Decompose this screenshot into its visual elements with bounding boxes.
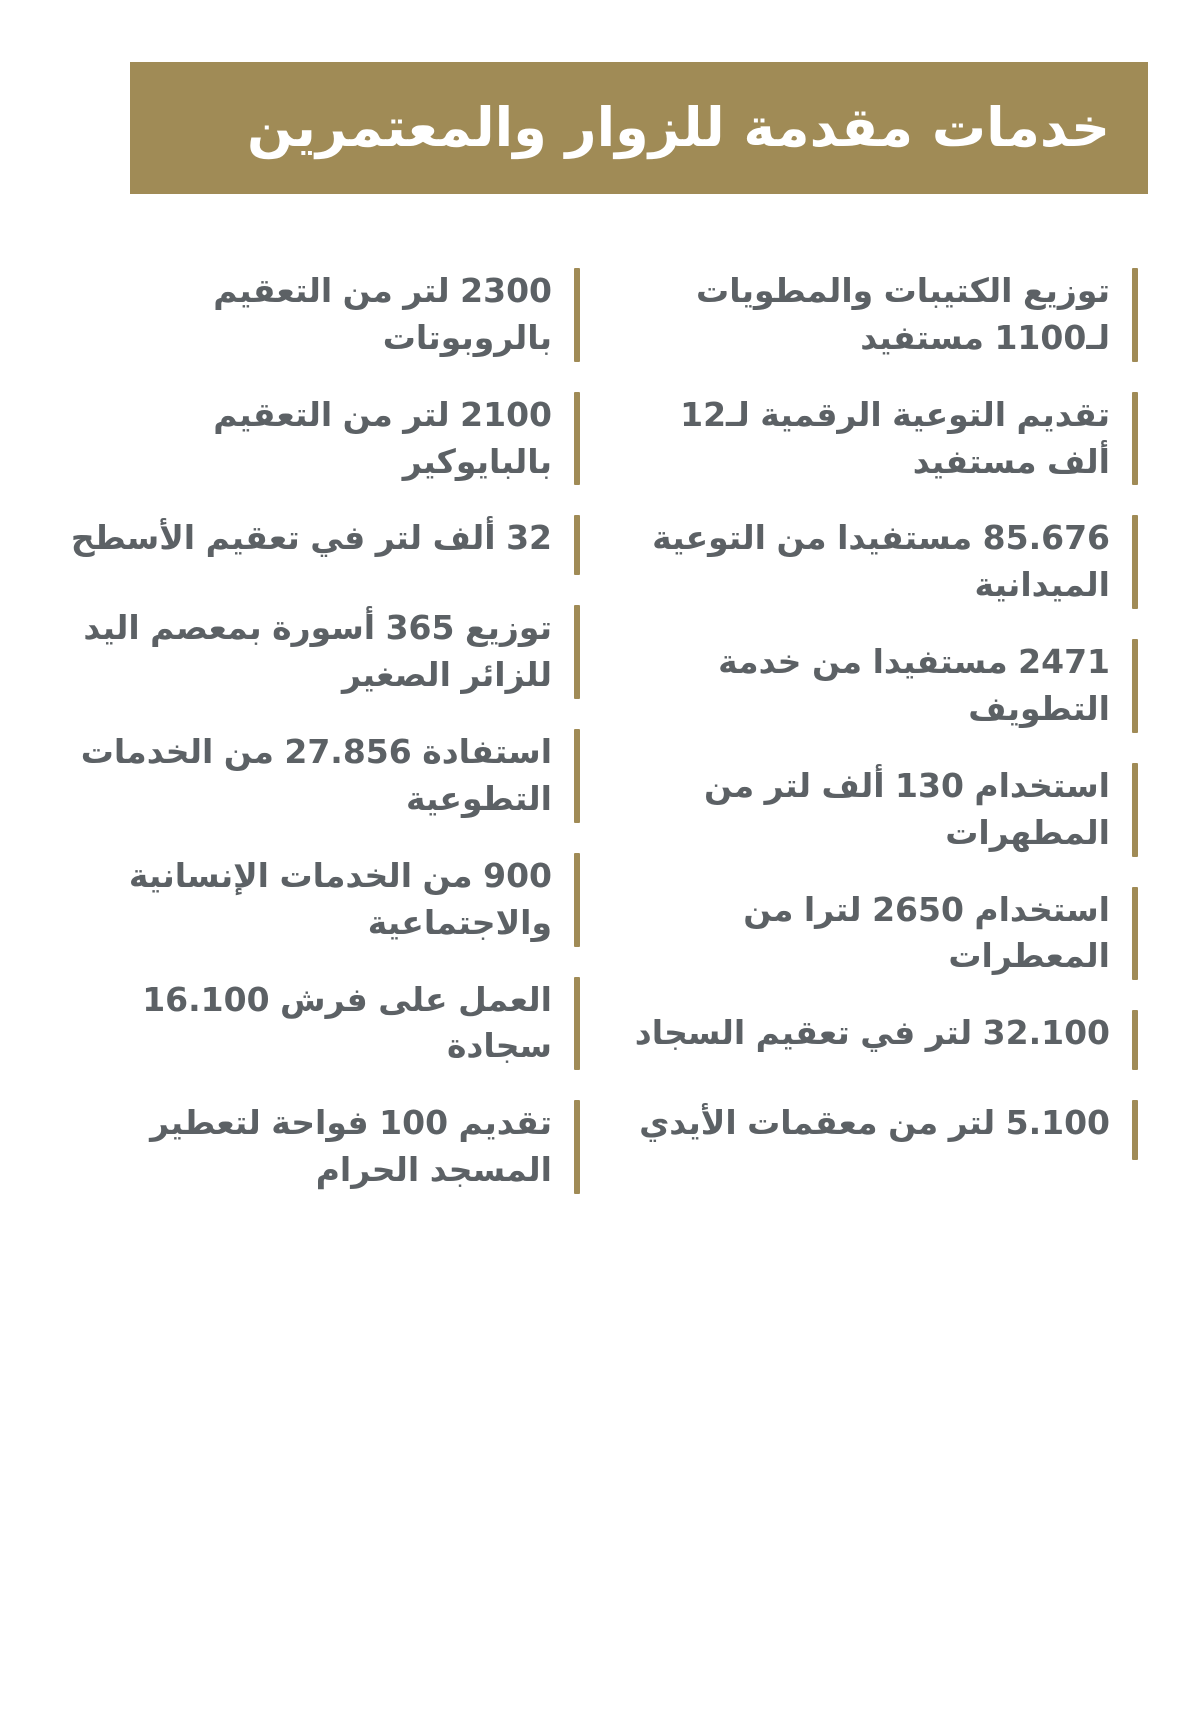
- list-item-label: استخدام 2650 لترا من المعطرات: [743, 889, 1110, 976]
- bullet-marker-icon: [1132, 763, 1138, 857]
- list-item: [62, 605, 580, 699]
- bullet-marker-icon: [574, 1100, 580, 1194]
- page-title: خدمات مقدمة للزوار والمعتمرين: [247, 96, 1110, 160]
- list-item-label: توزيع الكتيبات والمطويات لـ1100 مستفيد: [696, 271, 1110, 357]
- list-item-label: استخدام 130 ألف لتر من المطهرات: [704, 765, 1110, 852]
- list-item-label: العمل على فرش 16.100 سجادة: [142, 979, 552, 1066]
- list-item: [620, 887, 1138, 981]
- list-item-label: 32.100 لتر في تعقيم السجاد: [634, 1013, 1110, 1053]
- bullet-marker-icon: [574, 268, 580, 362]
- list-item: [62, 1100, 580, 1194]
- bullet-marker-icon: [1132, 268, 1138, 362]
- bullet-marker-icon: [574, 729, 580, 823]
- list-item: [620, 392, 1138, 486]
- bullet-marker-icon: [574, 515, 580, 575]
- bullet-marker-icon: [574, 853, 580, 947]
- list-item: [62, 977, 580, 1071]
- list-item: [620, 1100, 1138, 1160]
- list-item-label: 85.676 مستفيدا من التوعية الميدانية: [652, 518, 1110, 605]
- list-item: [620, 515, 1138, 609]
- list-item-label: 2300 لتر من التعقيم بالروبوتات: [213, 271, 552, 357]
- list-item: [620, 1010, 1138, 1070]
- list-item-label: تقديم التوعية الرقمية لـ12 ألف مستفيد: [680, 394, 1110, 481]
- bullet-marker-icon: [1132, 515, 1138, 609]
- list-item: [62, 515, 580, 575]
- list-item: [62, 729, 580, 823]
- list-item: [620, 763, 1138, 857]
- list-item-label: توزيع 365 أسورة بمعصم اليد للزائر الصغير: [83, 608, 552, 695]
- list-item-label: 900 من الخدمات الإنسانية والاجتماعية: [128, 855, 552, 942]
- list-item-label: 2100 لتر من التعقيم بالبايوكير: [213, 394, 552, 481]
- list-item: [62, 268, 580, 362]
- list-item: [620, 268, 1138, 362]
- bullet-marker-icon: [574, 977, 580, 1071]
- list-item-label: 5.100 لتر من معقمات الأيدي: [639, 1103, 1110, 1143]
- bullet-marker-icon: [1132, 1010, 1138, 1070]
- bullet-marker-icon: [1132, 392, 1138, 486]
- bullet-marker-icon: [1132, 1100, 1138, 1160]
- list-item-label: 2471 مستفيدا من خدمة التطويف: [718, 642, 1110, 729]
- bullet-marker-icon: [1132, 887, 1138, 981]
- bullet-marker-icon: [574, 605, 580, 699]
- list-item: [620, 639, 1138, 733]
- list-item-label: استفادة 27.856 من الخدمات التطوعية: [80, 732, 552, 819]
- list-item-label: تقديم 100 فواحة لتعطير المسجد الحرام: [150, 1103, 552, 1190]
- title-bar: [130, 62, 1148, 194]
- stats-columns: [52, 268, 1148, 1224]
- list-item: [62, 392, 580, 486]
- stats-column-left: [52, 268, 600, 1224]
- bullet-marker-icon: [1132, 639, 1138, 733]
- bullet-marker-icon: [574, 392, 580, 486]
- list-item-label: 32 ألف لتر في تعقيم الأسطح: [70, 518, 552, 558]
- list-item: [62, 853, 580, 947]
- stats-column-right: [600, 268, 1148, 1224]
